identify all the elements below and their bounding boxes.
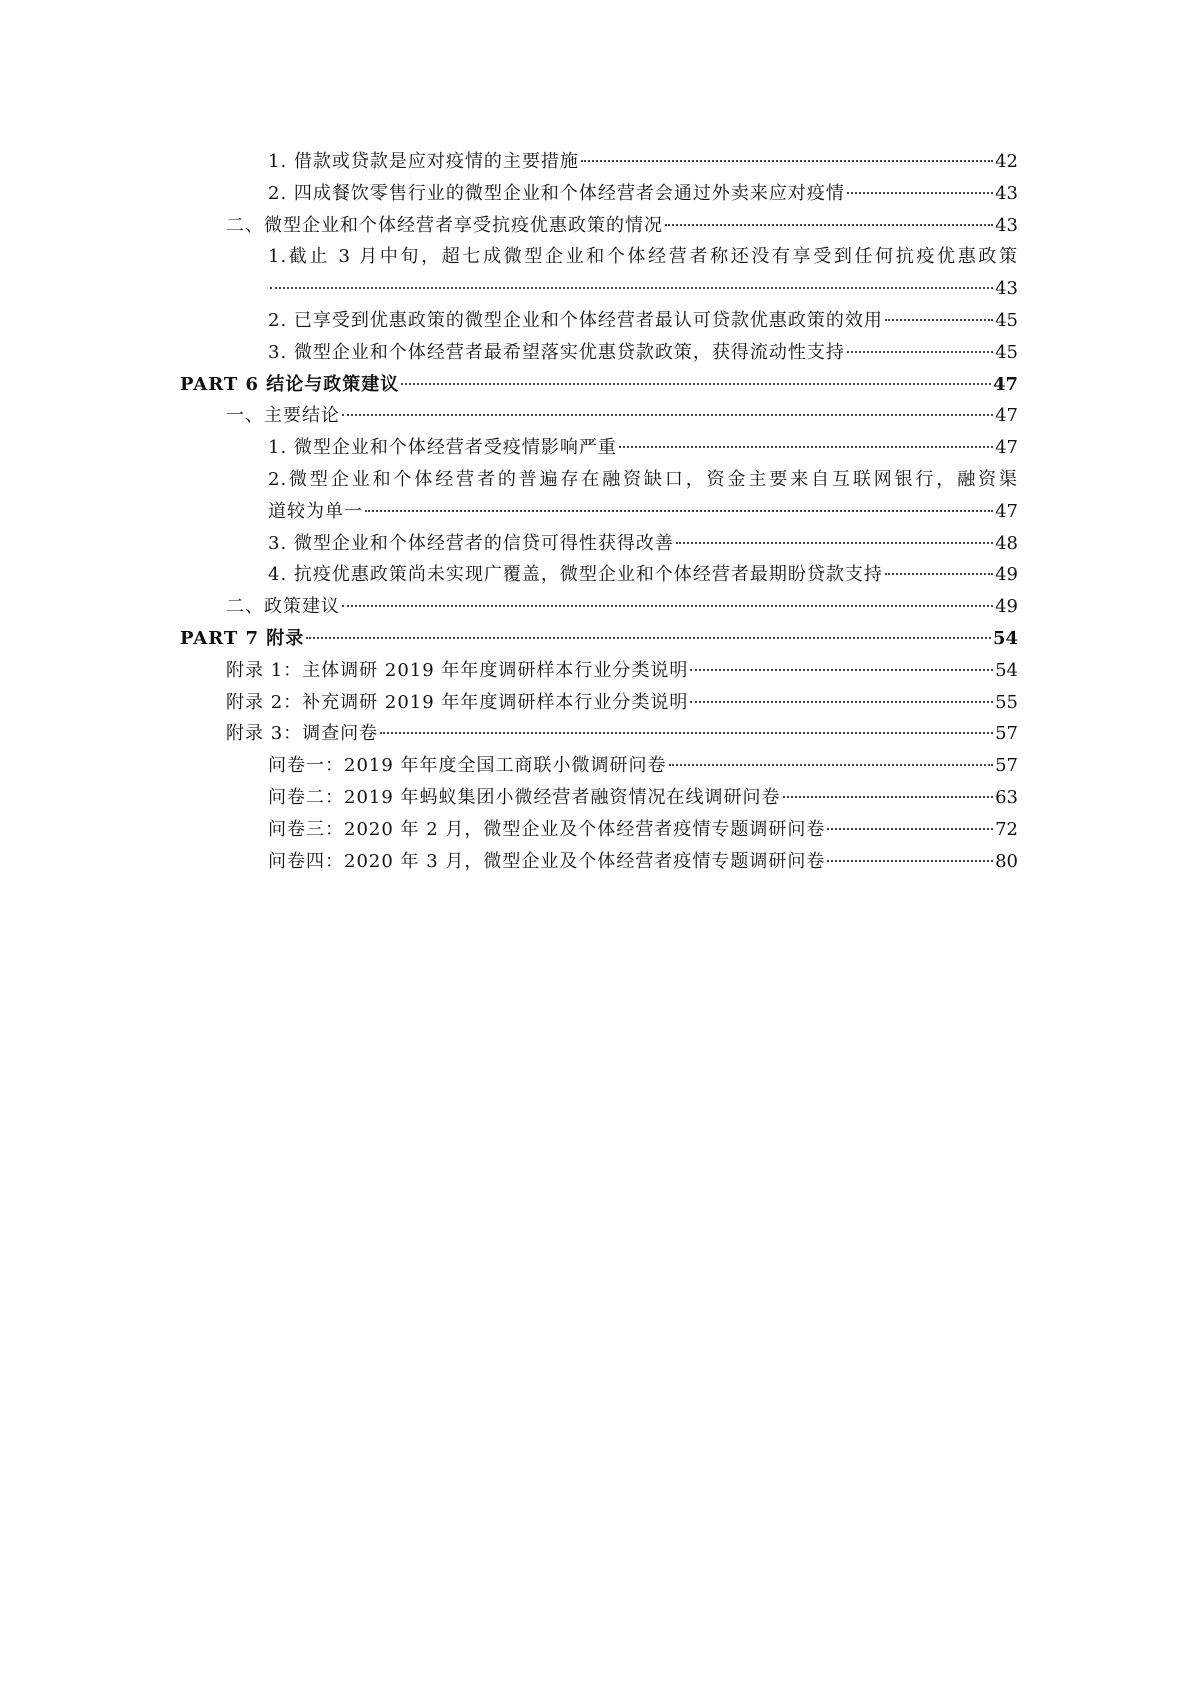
dot-leader	[847, 351, 993, 353]
dot-leader	[270, 287, 993, 289]
toc-entry-label: 3. 微型企业和个体经营者最希望落实优惠贷款政策，获得流动性支持	[268, 341, 845, 363]
toc-entry[interactable]	[180, 782, 1018, 814]
toc-page-number: 49	[995, 596, 1018, 618]
dot-leader	[690, 669, 993, 671]
toc-page-number: 54	[995, 659, 1018, 681]
toc-section-entry[interactable]	[180, 687, 1018, 719]
toc-part-entry[interactable]	[180, 623, 1018, 655]
dot-leader	[306, 637, 991, 639]
dot-leader	[342, 605, 993, 607]
dot-leader	[690, 701, 993, 703]
toc-entry-label: 二、政策建议	[226, 596, 340, 618]
dot-leader	[380, 732, 993, 734]
toc-part-entry[interactable]	[180, 369, 1018, 401]
toc-entry-label: 附录 2：补充调研 2019 年年度调研样本行业分类说明	[226, 691, 689, 713]
toc-entry[interactable]	[180, 814, 1018, 846]
toc-entry-label: 问卷一：2019 年年度全国工商联小微调研问卷	[268, 755, 667, 777]
toc-entry-label: 2.微型企业和个体经营者的普遍存在融资缺口，资金主要来自互联网银行，融资渠	[268, 468, 1018, 490]
toc-page-number: 57	[995, 755, 1018, 777]
dot-leader	[342, 414, 993, 416]
toc-page-number: 80	[995, 850, 1018, 872]
toc-entry-label: 1.截止 3 月中旬，超七成微型企业和个体经营者称还没有享受到任何抗疫优惠政策	[268, 246, 1018, 268]
dot-leader	[885, 573, 993, 575]
toc-page-number: 47	[995, 500, 1018, 522]
table-of-contents	[180, 146, 1018, 877]
dot-leader	[365, 510, 993, 512]
toc-page-number: 42	[995, 151, 1018, 172]
toc-entry-label: 一、主要结论	[226, 405, 340, 427]
toc-page-number: 45	[995, 341, 1018, 363]
toc-entry-label: 问卷四：2020 年 3 月，微型企业及个体经营者疫情专题调研问卷	[268, 850, 826, 872]
toc-entry[interactable]	[180, 178, 1018, 210]
toc-entry[interactable]	[180, 846, 1018, 878]
toc-entry-label: 4. 抗疫优惠政策尚未实现广覆盖，微型企业和个体经营者最期盼贷款支持	[268, 564, 883, 586]
toc-entry-label: 2. 四成餐饮零售行业的微型企业和个体经营者会通过外卖来应对疫情	[268, 182, 845, 204]
toc-page-number: 45	[995, 309, 1018, 331]
toc-entry[interactable]	[180, 750, 1018, 782]
toc-part-label: PART 6 结论与政策建议	[180, 373, 400, 395]
toc-section-entry[interactable]	[180, 591, 1018, 623]
dot-leader	[885, 319, 993, 321]
dot-leader	[827, 828, 993, 830]
toc-section-entry[interactable]	[180, 718, 1018, 750]
toc-entry[interactable]	[180, 559, 1018, 591]
toc-page-number: 72	[995, 818, 1018, 840]
toc-page-number: 63	[995, 786, 1018, 808]
toc-entry-label: 2. 已享受到优惠政策的微型企业和个体经营者最认可贷款优惠政策的效用	[268, 309, 883, 331]
dot-leader	[665, 224, 993, 226]
toc-section-entry[interactable]	[180, 400, 1018, 432]
toc-page-number: 55	[995, 691, 1018, 713]
toc-page-number: 57	[995, 723, 1018, 745]
dot-leader	[847, 192, 993, 194]
toc-entry-label: 附录 3：调查问卷	[226, 723, 379, 745]
toc-page-number: 47	[995, 405, 1018, 427]
dot-leader	[669, 764, 994, 766]
toc-page-number: 54	[992, 627, 1018, 649]
dot-leader	[581, 160, 993, 162]
toc-section-entry[interactable]	[180, 655, 1018, 687]
toc-page-number: 47	[995, 437, 1018, 459]
toc-entry[interactable]	[180, 528, 1018, 560]
toc-page-number: 49	[995, 564, 1018, 586]
toc-entry-label: 二、微型企业和个体经营者享受抗疫优惠政策的情况	[226, 214, 663, 236]
dot-leader	[619, 446, 993, 448]
toc-page-number: 43	[995, 182, 1018, 204]
toc-page-number: 47	[992, 373, 1018, 395]
toc-entry[interactable]	[180, 305, 1018, 337]
toc-page-number: 43	[995, 214, 1018, 236]
dot-leader	[783, 796, 994, 798]
dot-leader	[827, 860, 993, 862]
toc-page-number: 48	[995, 532, 1018, 554]
toc-entry-continuation[interactable]	[180, 496, 1018, 528]
toc-entry[interactable]	[180, 337, 1018, 369]
dot-leader	[401, 383, 991, 385]
toc-entry-first-line[interactable]	[180, 464, 1018, 496]
toc-entry-first-line[interactable]	[180, 241, 1018, 273]
dot-leader	[676, 542, 993, 544]
toc-section-entry[interactable]	[180, 210, 1018, 242]
toc-entry-label: 1. 借款或贷款是应对疫情的主要措施	[268, 151, 579, 172]
toc-entry[interactable]	[180, 146, 1018, 178]
toc-entry-label: 1. 微型企业和个体经营者受疫情影响严重	[268, 437, 617, 459]
toc-entry[interactable]	[180, 432, 1018, 464]
toc-part-label: PART 7 附录	[180, 627, 305, 649]
toc-entry-label-continued: 道较为单一	[268, 500, 363, 522]
toc-page-number: 43	[995, 278, 1018, 300]
toc-entry-label: 3. 微型企业和个体经营者的信贷可得性获得改善	[268, 532, 674, 554]
toc-entry-label: 问卷二：2019 年蚂蚁集团小微经营者融资情况在线调研问卷	[268, 786, 781, 808]
toc-entry-label: 附录 1：主体调研 2019 年年度调研样本行业分类说明	[226, 659, 689, 681]
toc-entry-label: 问卷三：2020 年 2 月，微型企业及个体经营者疫情专题调研问卷	[268, 818, 826, 840]
toc-entry-continuation[interactable]	[180, 273, 1018, 305]
